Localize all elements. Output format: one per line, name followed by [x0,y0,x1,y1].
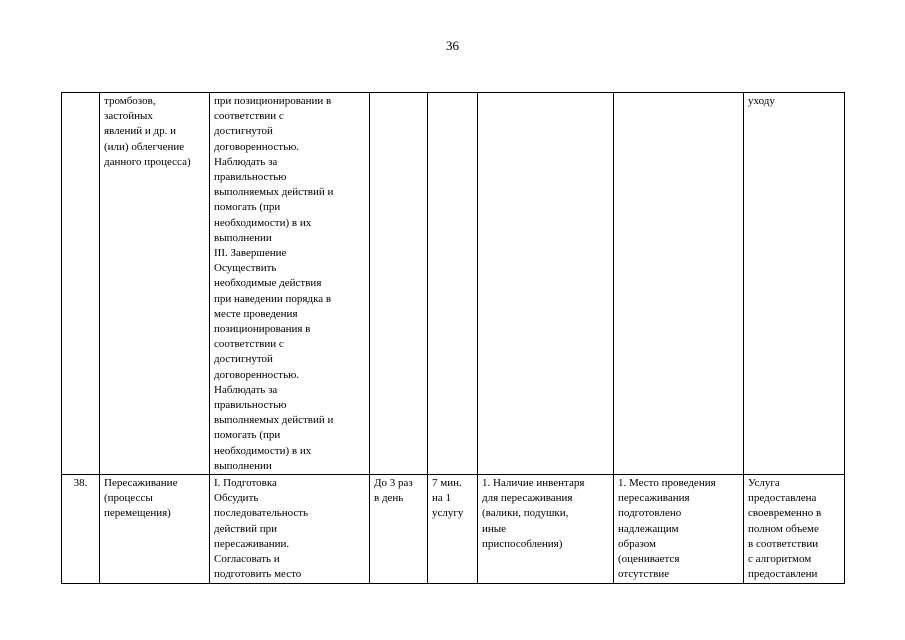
service-name-cell: тромбозов, застойных явлений и др. и (или) облегчение данного процесса) [100,93,210,475]
row-number-cell [62,93,100,475]
frequency-cell [370,93,428,475]
service-content-cell: при позиционировании в соответствии с достигнутой договоренностью. Наблюдать за правильностью выполняемых действий и помогать (при необходимости) в их выполнении III. Завершение Осуществить необходимые действия при наведении порядка в месте проведения позиционирования в соответствии с достигнутой договоренностью. Наблюдать за правильностью выполняемых действий и помогать (при необходимости) в их выполнении [210,93,370,475]
table-row [62,475,845,583]
result-cell: уходу [744,93,845,475]
row-number-cell: 38. [62,475,100,583]
time-norm-cell: 7 мин. на 1 услугу [428,475,478,583]
services-table [61,92,845,584]
conditions-cell: 1. Наличие инвентаря для пересаживания (валики, подушки, иные приспособления) [478,475,614,583]
conditions-cell [478,93,614,475]
service-content-cell: I. Подготовка Обсудить последовательность действий при пересаживании. Согласовать и подготовить место [210,475,370,583]
quality-indicators-cell [614,93,744,475]
service-name-cell: Пересаживание (процессы перемещения) [100,475,210,583]
time-norm-cell [428,93,478,475]
result-cell: Услуга предоставлена своевременно в полном объеме в соответствии с алгоритмом предоставлени [744,475,845,583]
frequency-cell: До 3 раз в день [370,475,428,583]
table-row [62,93,845,475]
quality-indicators-cell: 1. Место проведения пересаживания подготовлено надлежащим образом (оценивается отсутствие [614,475,744,583]
page-number: 36 [446,38,459,53]
